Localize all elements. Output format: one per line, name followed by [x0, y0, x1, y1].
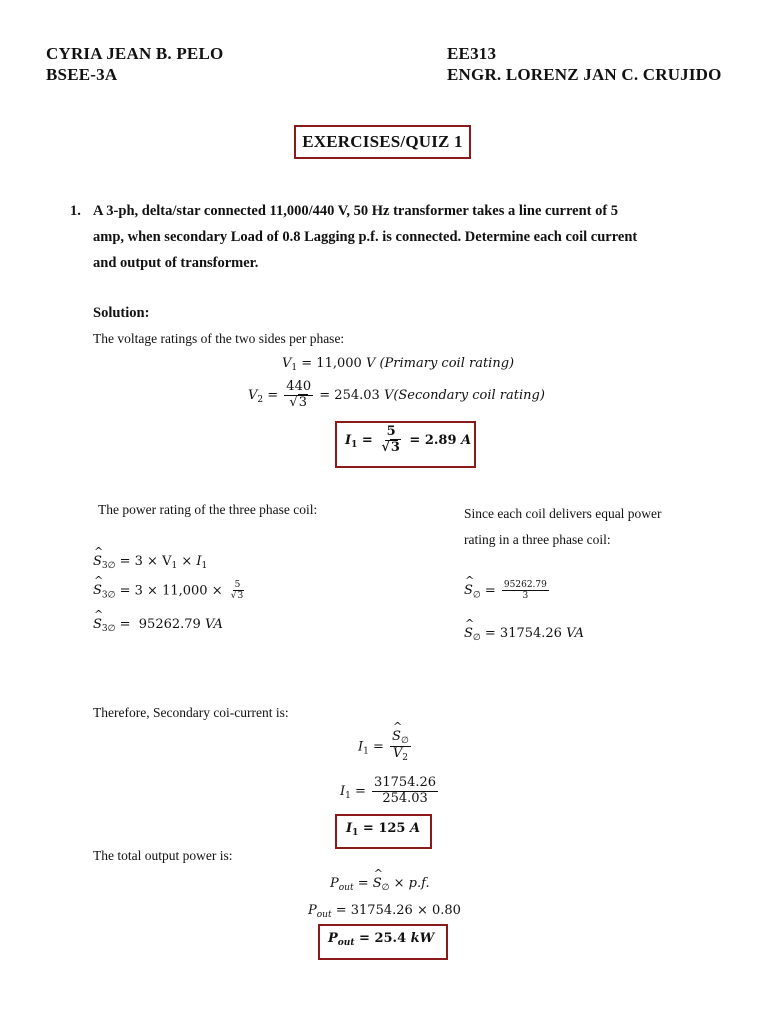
course-code: EE313	[447, 44, 497, 63]
sphi-equation-1: ^ $S_\emptyset$ = $\frac{95262.79}{3}$	[464, 580, 551, 602]
problem-number: 1.	[70, 203, 81, 219]
secondary-intro: Therefore, Secondary coi-current is:	[93, 705, 289, 720]
student-section: BSEE-3A	[46, 65, 118, 84]
since-line-2: rating in a three phase coil:	[464, 532, 611, 547]
s3-equation-3: ^ $S_{3\emptyset} = 95262.79$ VA	[93, 617, 223, 634]
problem-line-2: amp, when secondary Load of 0.8 Lagging p.f. is connected. Determine each coil current	[93, 229, 638, 245]
s3-equation-2: ^ $S_{3\emptyset} = 3 \times 11,000$ × $\frac{5}{√3}$	[93, 580, 248, 602]
i1-equation: $I_1$ = $\frac{5}{√3}$ = 2.89 A	[345, 424, 472, 455]
voltage-intro: The voltage ratings of the two sides per phase:	[93, 331, 345, 346]
pout-calculation: $P_{out} = 31754.26 \times 0.80$	[308, 903, 461, 920]
instructor-name: ENGR. LORENZ JAN C. CRUJIDO	[447, 65, 722, 84]
i2-result: $I_1 = 125$ A	[346, 821, 421, 838]
pout-formula: $P_{out}$ = ^ $S_\emptyset \times p.f$.	[330, 876, 430, 893]
student-name: CYRIA JEAN B. PELO	[46, 44, 224, 63]
i2-calculation: $I_1$ = $\frac{31754.26}{254.03}$	[340, 775, 437, 806]
pout-result: $P_{out} = 25.4$ kW	[328, 931, 435, 948]
page-title: EXERCISES/QUIZ 1	[302, 132, 463, 151]
s3-equation-1: ^ $S_{3\emptyset} = 3 \times V_1 \times I_1$	[93, 554, 207, 571]
i2-formula: $I_1$ = ^ $\frac{S_\emptyset}{V_2}$	[358, 730, 413, 764]
output-intro: The total output power is:	[93, 848, 233, 863]
sphi-equation-2: ^ $S_\emptyset = 31754.26$ VA	[464, 626, 584, 643]
power-intro: The power rating of the three phase coil:	[98, 502, 318, 517]
solution-heading: Solution:	[93, 305, 150, 321]
problem-line-1: A 3-ph, delta/star connected 11,000/440 V, 50 Hz transformer takes a line current of 5	[93, 203, 619, 219]
since-line-1: Since each coil delivers equal power	[464, 506, 662, 521]
v1-equation: $V_1 = 11,000$ V (Primary coil rating)	[282, 356, 515, 373]
problem-line-3: and output of transformer.	[93, 255, 259, 271]
v2-equation: $V_2$ = $\frac{440}{√3}$ = 254.03 V(Secondary coil rating)	[248, 379, 545, 410]
